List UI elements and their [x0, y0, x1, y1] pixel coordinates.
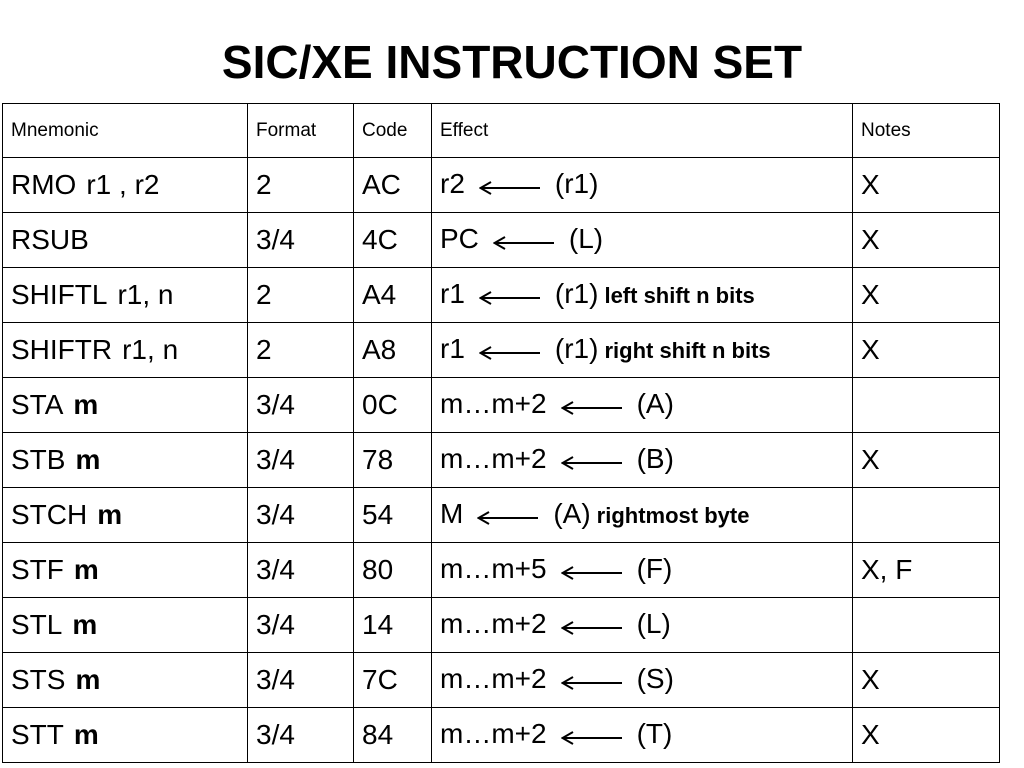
format-cell: 3/4 [248, 488, 354, 543]
mnemonic-operand: m [97, 499, 123, 530]
mnemonic-op: STT [11, 719, 64, 750]
table-row [3, 323, 1000, 378]
mnemonic-operand: m [75, 444, 101, 475]
header-notes: Notes [853, 104, 1000, 158]
mnemonic-op: STS [11, 664, 66, 695]
effect-source: (F) [636, 553, 673, 585]
left-arrow-icon [493, 225, 555, 257]
mnemonic-op: STF [11, 554, 64, 585]
table-row [3, 653, 1000, 708]
table-row [3, 213, 1000, 268]
effect-destination: r2 [440, 168, 465, 200]
mnemonic-cell [3, 543, 248, 598]
header-effect: Effect [432, 104, 853, 158]
notes-cell [853, 488, 1000, 543]
code-cell: 78 [354, 433, 432, 488]
table-row [3, 708, 1000, 763]
effect-cell [432, 488, 853, 543]
effect-destination: M [440, 498, 464, 529]
notes-cell: X [853, 323, 1000, 378]
left-arrow-icon [561, 445, 623, 477]
effect-source: (r1) [554, 278, 599, 309]
page-title: SIC/XE INSTRUCTION SET [221, 36, 803, 88]
effect-cell [432, 378, 853, 433]
effect-cell [432, 433, 853, 488]
table-row [3, 158, 1000, 213]
code-cell: 54 [354, 488, 432, 543]
code-cell: 80 [354, 543, 432, 598]
effect-source: (r1) [554, 168, 599, 200]
mnemonic-cell [3, 268, 248, 323]
mnemonic-operand: m [75, 664, 101, 695]
table-row [3, 433, 1000, 488]
code-cell: A8 [354, 323, 432, 378]
effect-destination: m…m+2 [440, 608, 547, 640]
effect-cell [432, 213, 853, 268]
mnemonic-op: STB [11, 444, 66, 475]
table-row [3, 598, 1000, 653]
mnemonic-cell [3, 653, 248, 708]
effect-destination: m…m+5 [440, 553, 547, 585]
mnemonic-op: RSUB [11, 224, 89, 255]
table-header-row [3, 104, 1000, 158]
mnemonic-cell [3, 488, 248, 543]
effect-cell [432, 268, 853, 323]
notes-cell [853, 378, 1000, 433]
notes-cell: X [853, 708, 1000, 763]
table-row [3, 268, 1000, 323]
format-cell: 3/4 [248, 213, 354, 268]
mnemonic-cell [3, 433, 248, 488]
effect-cell [432, 653, 853, 708]
effect-cell [432, 708, 853, 763]
effect-source: (L) [568, 223, 604, 255]
left-arrow-icon [561, 555, 623, 587]
mnemonic-operand: m [72, 609, 98, 640]
effect-cell [432, 323, 853, 378]
format-cell: 2 [248, 158, 354, 213]
format-cell: 3/4 [248, 378, 354, 433]
code-cell: 4C [354, 213, 432, 268]
mnemonic-operand: m [73, 389, 99, 420]
notes-cell: X [853, 268, 1000, 323]
table-row [3, 488, 1000, 543]
mnemonic-operand: m [73, 554, 99, 585]
format-cell: 3/4 [248, 598, 354, 653]
mnemonic-operand: m [73, 719, 99, 750]
notes-cell: X [853, 653, 1000, 708]
effect-source: (S) [636, 663, 674, 695]
mnemonic-cell [3, 378, 248, 433]
header-code: Code [354, 104, 432, 158]
effect-destination: m…m+2 [440, 443, 547, 475]
left-arrow-icon [479, 170, 541, 202]
mnemonic-cell [3, 158, 248, 213]
format-cell: 3/4 [248, 433, 354, 488]
header-mnemonic: Mnemonic [3, 104, 248, 158]
effect-source: (B) [636, 443, 674, 475]
effect-note: left shift n bits [604, 283, 755, 308]
effect-cell [432, 543, 853, 598]
mnemonic-op: SHIFTL [11, 279, 108, 310]
format-cell: 3/4 [248, 543, 354, 598]
mnemonic-op: STCH [11, 499, 88, 530]
notes-cell: X [853, 433, 1000, 488]
mnemonic-cell [3, 708, 248, 763]
effect-cell [432, 158, 853, 213]
effect-cell [432, 598, 853, 653]
left-arrow-icon [477, 500, 539, 532]
mnemonic-op: STL [11, 609, 63, 640]
effect-destination: m…m+2 [440, 663, 547, 695]
instruction-table [2, 103, 1000, 763]
left-arrow-icon [479, 280, 541, 312]
code-cell: AC [354, 158, 432, 213]
left-arrow-icon [479, 335, 541, 367]
effect-destination: m…m+2 [440, 388, 547, 420]
code-cell: A4 [354, 268, 432, 323]
mnemonic-cell [3, 213, 248, 268]
effect-source: (r1) [554, 333, 599, 364]
notes-cell: X, F [853, 543, 1000, 598]
mnemonic-operand: r1 , r2 [86, 169, 160, 200]
effect-destination: m…m+2 [440, 718, 547, 750]
mnemonic-cell [3, 323, 248, 378]
effect-source: (L) [636, 608, 671, 640]
effect-source: (A) [636, 388, 674, 420]
table-row [3, 543, 1000, 598]
effect-source: (A) [553, 498, 591, 529]
effect-destination: r1 [440, 278, 465, 309]
code-cell: 7C [354, 653, 432, 708]
header-format: Format [248, 104, 354, 158]
left-arrow-icon [561, 610, 623, 642]
mnemonic-operand: r1, n [122, 334, 179, 365]
effect-note: rightmost byte [596, 503, 750, 528]
mnemonic-op: SHIFTR [11, 334, 113, 365]
effect-source: (T) [636, 718, 673, 750]
notes-cell [853, 598, 1000, 653]
notes-cell: X [853, 213, 1000, 268]
effect-destination: r1 [440, 333, 465, 364]
table-body [3, 158, 1000, 763]
code-cell: 84 [354, 708, 432, 763]
mnemonic-operand: r1, n [117, 279, 174, 310]
effect-destination: PC [440, 223, 479, 255]
notes-cell: X [853, 158, 1000, 213]
mnemonic-op: STA [11, 389, 64, 420]
code-cell: 14 [354, 598, 432, 653]
left-arrow-icon [561, 665, 623, 697]
effect-note: right shift n bits [604, 338, 771, 363]
mnemonic-cell [3, 598, 248, 653]
left-arrow-icon [561, 720, 623, 752]
table-row [3, 378, 1000, 433]
code-cell: 0C [354, 378, 432, 433]
format-cell: 3/4 [248, 653, 354, 708]
format-cell: 2 [248, 268, 354, 323]
format-cell: 2 [248, 323, 354, 378]
format-cell: 3/4 [248, 708, 354, 763]
left-arrow-icon [561, 390, 623, 422]
mnemonic-op: RMO [11, 169, 77, 200]
